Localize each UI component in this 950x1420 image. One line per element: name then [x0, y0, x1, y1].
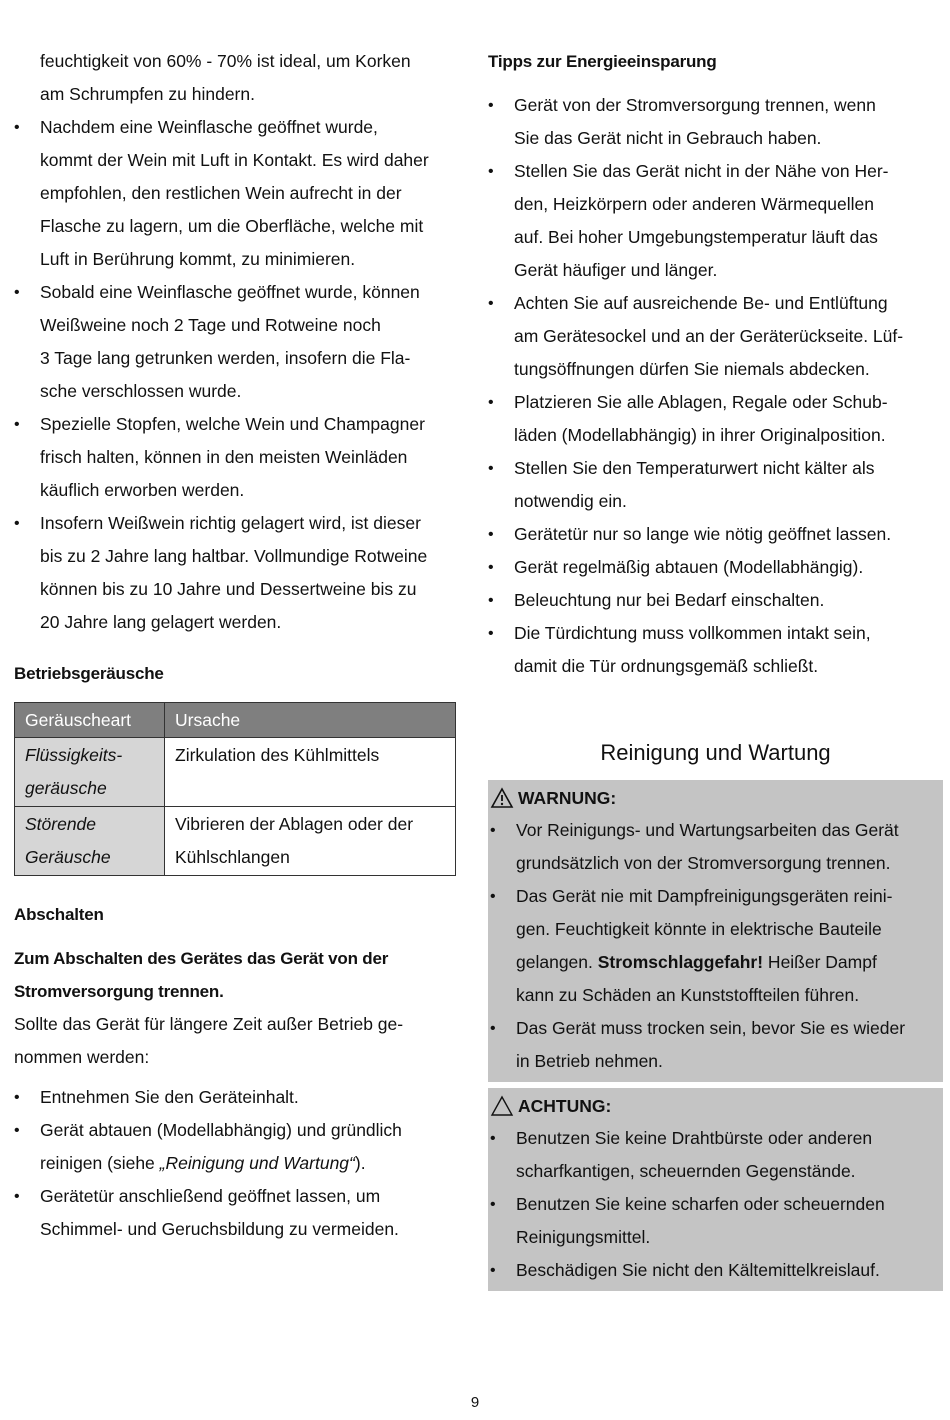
noise-type-cell: Störende Geräusche [15, 807, 165, 876]
list-item: • Benutzen Sie keine Drahtbürste oder anderen scharfkantigen, scheuernden Gegenstände. [490, 1122, 943, 1188]
off-heading: Abschalten [14, 905, 104, 924]
list-item: • Benutzen Sie keine scharfen oder scheuernden Reinigungsmittel. [490, 1188, 943, 1254]
list-item: • Spezielle Stopfen, welche Wein und Champagner frisch halten, können in den meisten Weinläden käuflich erworben werden. [14, 408, 456, 507]
noise-heading: Betriebsgeräusche [14, 664, 164, 683]
off-text: Sollte das Gerät für längere Zeit außer Betrieb ge- nommen werden: [14, 1014, 404, 1067]
list-item: • Gerät von der Stromversorgung trennen, wenn Sie das Gerät nicht in Gebrauch haben. [488, 89, 943, 155]
warning-title-row [490, 782, 943, 814]
warning-triangle-icon [490, 787, 514, 809]
caution-title-row [490, 1090, 943, 1122]
caution-list [490, 1122, 943, 1287]
noise-cause-cell: Vibrieren der Ablagen oder der Kühlschlangen [165, 807, 456, 876]
warning-box [488, 780, 943, 1082]
list-item: • Sobald eine Weinflasche geöffnet wurde, können Weißweine noch 2 Tage und Rotweine noch 3 Tage lang getrunken werden, insofern die Fla- sche verschlossen wurde. [14, 276, 456, 408]
energy-tips-list [488, 89, 943, 683]
noise-table [14, 702, 456, 876]
list-item: • Vor Reinigungs- und Wartungsarbeiten das Gerät grundsätzlich von der Stromversorgung trennen. [490, 814, 943, 880]
off-instruction: Zum Abschalten des Gerätes das Gerät von der Stromversorgung trennen. [14, 949, 389, 1001]
list-item: • Beschädigen Sie nicht den Kältemittelkreislauf. [490, 1254, 943, 1287]
column-header: Ursache [165, 703, 456, 738]
list-item: • Stellen Sie das Gerät nicht in der Nähe von Her- den, Heizkörpern oder anderen Wärmequellen auf. Bei hoher Umgebungstemperatur läuft das Gerät häufiger und länger. [488, 155, 943, 287]
list-item: • Die Türdichtung muss vollkommen intakt sein, damit die Tür ordnungsgemäß schließt. [488, 617, 943, 683]
continued-text [14, 45, 456, 111]
list-item: • Achten Sie auf ausreichende Be- und Entlüftung am Gerätesockel und an der Geräterückseite. Lüf- tungsöffnungen dürfen Sie niemals abdecken. [488, 287, 943, 386]
shock-hazard-label: Stromschlaggefahr! [597, 952, 764, 972]
noise-type-cell: Flüssigkeits- geräusche [15, 738, 165, 807]
list-item: • Gerätetür anschließend geöffnet lassen, um Schimmel- und Geruchsbildung zu vermeiden. [14, 1180, 456, 1246]
page-number: 9 [470, 1394, 480, 1411]
wine-tips-list [14, 111, 456, 639]
left-column [14, 45, 456, 1246]
right-column [488, 45, 943, 1291]
energy-heading: Tipps zur Energieeinsparung [488, 52, 717, 71]
cross-reference: „Reinigung und Wartung“ [159, 1153, 355, 1173]
noise-cause-cell: Zirkulation des Kühlmittels [165, 738, 456, 807]
list-item: • Das Gerät nie mit Dampfreinigungsgeräten reini- gen. Feuchtigkeit könnte in elektrische Bauteile gelangen. Stromschlaggefahr! Heißer Dampf kann zu Schäden an Kunststoffteilen führen. [490, 880, 943, 1012]
column-header: Geräuscheart [15, 703, 165, 738]
table-header-row [15, 703, 456, 738]
caution-triangle-icon [490, 1095, 514, 1117]
list-item: • Gerät regelmäßig abtauen (Modellabhängig). [488, 551, 943, 584]
list-item: • Beleuchtung nur bei Bedarf einschalten. [488, 584, 943, 617]
warning-list [490, 814, 943, 1078]
text-line: am Schrumpfen zu hindern. [40, 84, 255, 104]
section-title: Reinigung und Wartung [600, 740, 831, 765]
list-item: • Entnehmen Sie den Geräteinhalt. [14, 1081, 456, 1114]
list-item: • Insofern Weißwein richtig gelagert wird, ist dieser bis zu 2 Jahre lang haltbar. Vollmundige Rotweine können bis zu 10 Jahre und Dessertweine bis zu 20 Jahre lang gelagert werden. [14, 507, 456, 639]
caution-box [488, 1088, 943, 1291]
list-item: • Platzieren Sie alle Ablagen, Regale oder Schub- läden (Modellabhängig) in ihrer Originalposition. [488, 386, 943, 452]
list-item: • Das Gerät muss trocken sein, bevor Sie es wieder in Betrieb nehmen. [490, 1012, 943, 1078]
warning-label: WARNUNG: [518, 788, 617, 808]
off-steps-list [14, 1081, 456, 1246]
table-row [15, 738, 456, 807]
caution-label: ACHTUNG: [518, 1096, 612, 1116]
list-item: • Stellen Sie den Temperaturwert nicht kälter als notwendig ein. [488, 452, 943, 518]
list-item: • Nachdem eine Weinflasche geöffnet wurde, kommt der Wein mit Luft in Kontakt. Es wird daher empfohlen, den restlichen Wein aufrecht in der Flasche zu lagern, um die Oberfläche, welche mit Luft in Berührung kommt, zu minimieren. [14, 111, 456, 276]
list-item: • Gerät abtauen (Modellabhängig) und gründlich reinigen (siehe „Reinigung und Wartung“). [14, 1114, 456, 1180]
table-row [15, 807, 456, 876]
text-line: feuchtigkeit von 60% - 70% ist ideal, um Korken [40, 51, 411, 71]
list-item: • Gerätetür nur so lange wie nötig geöffnet lassen. [488, 518, 943, 551]
